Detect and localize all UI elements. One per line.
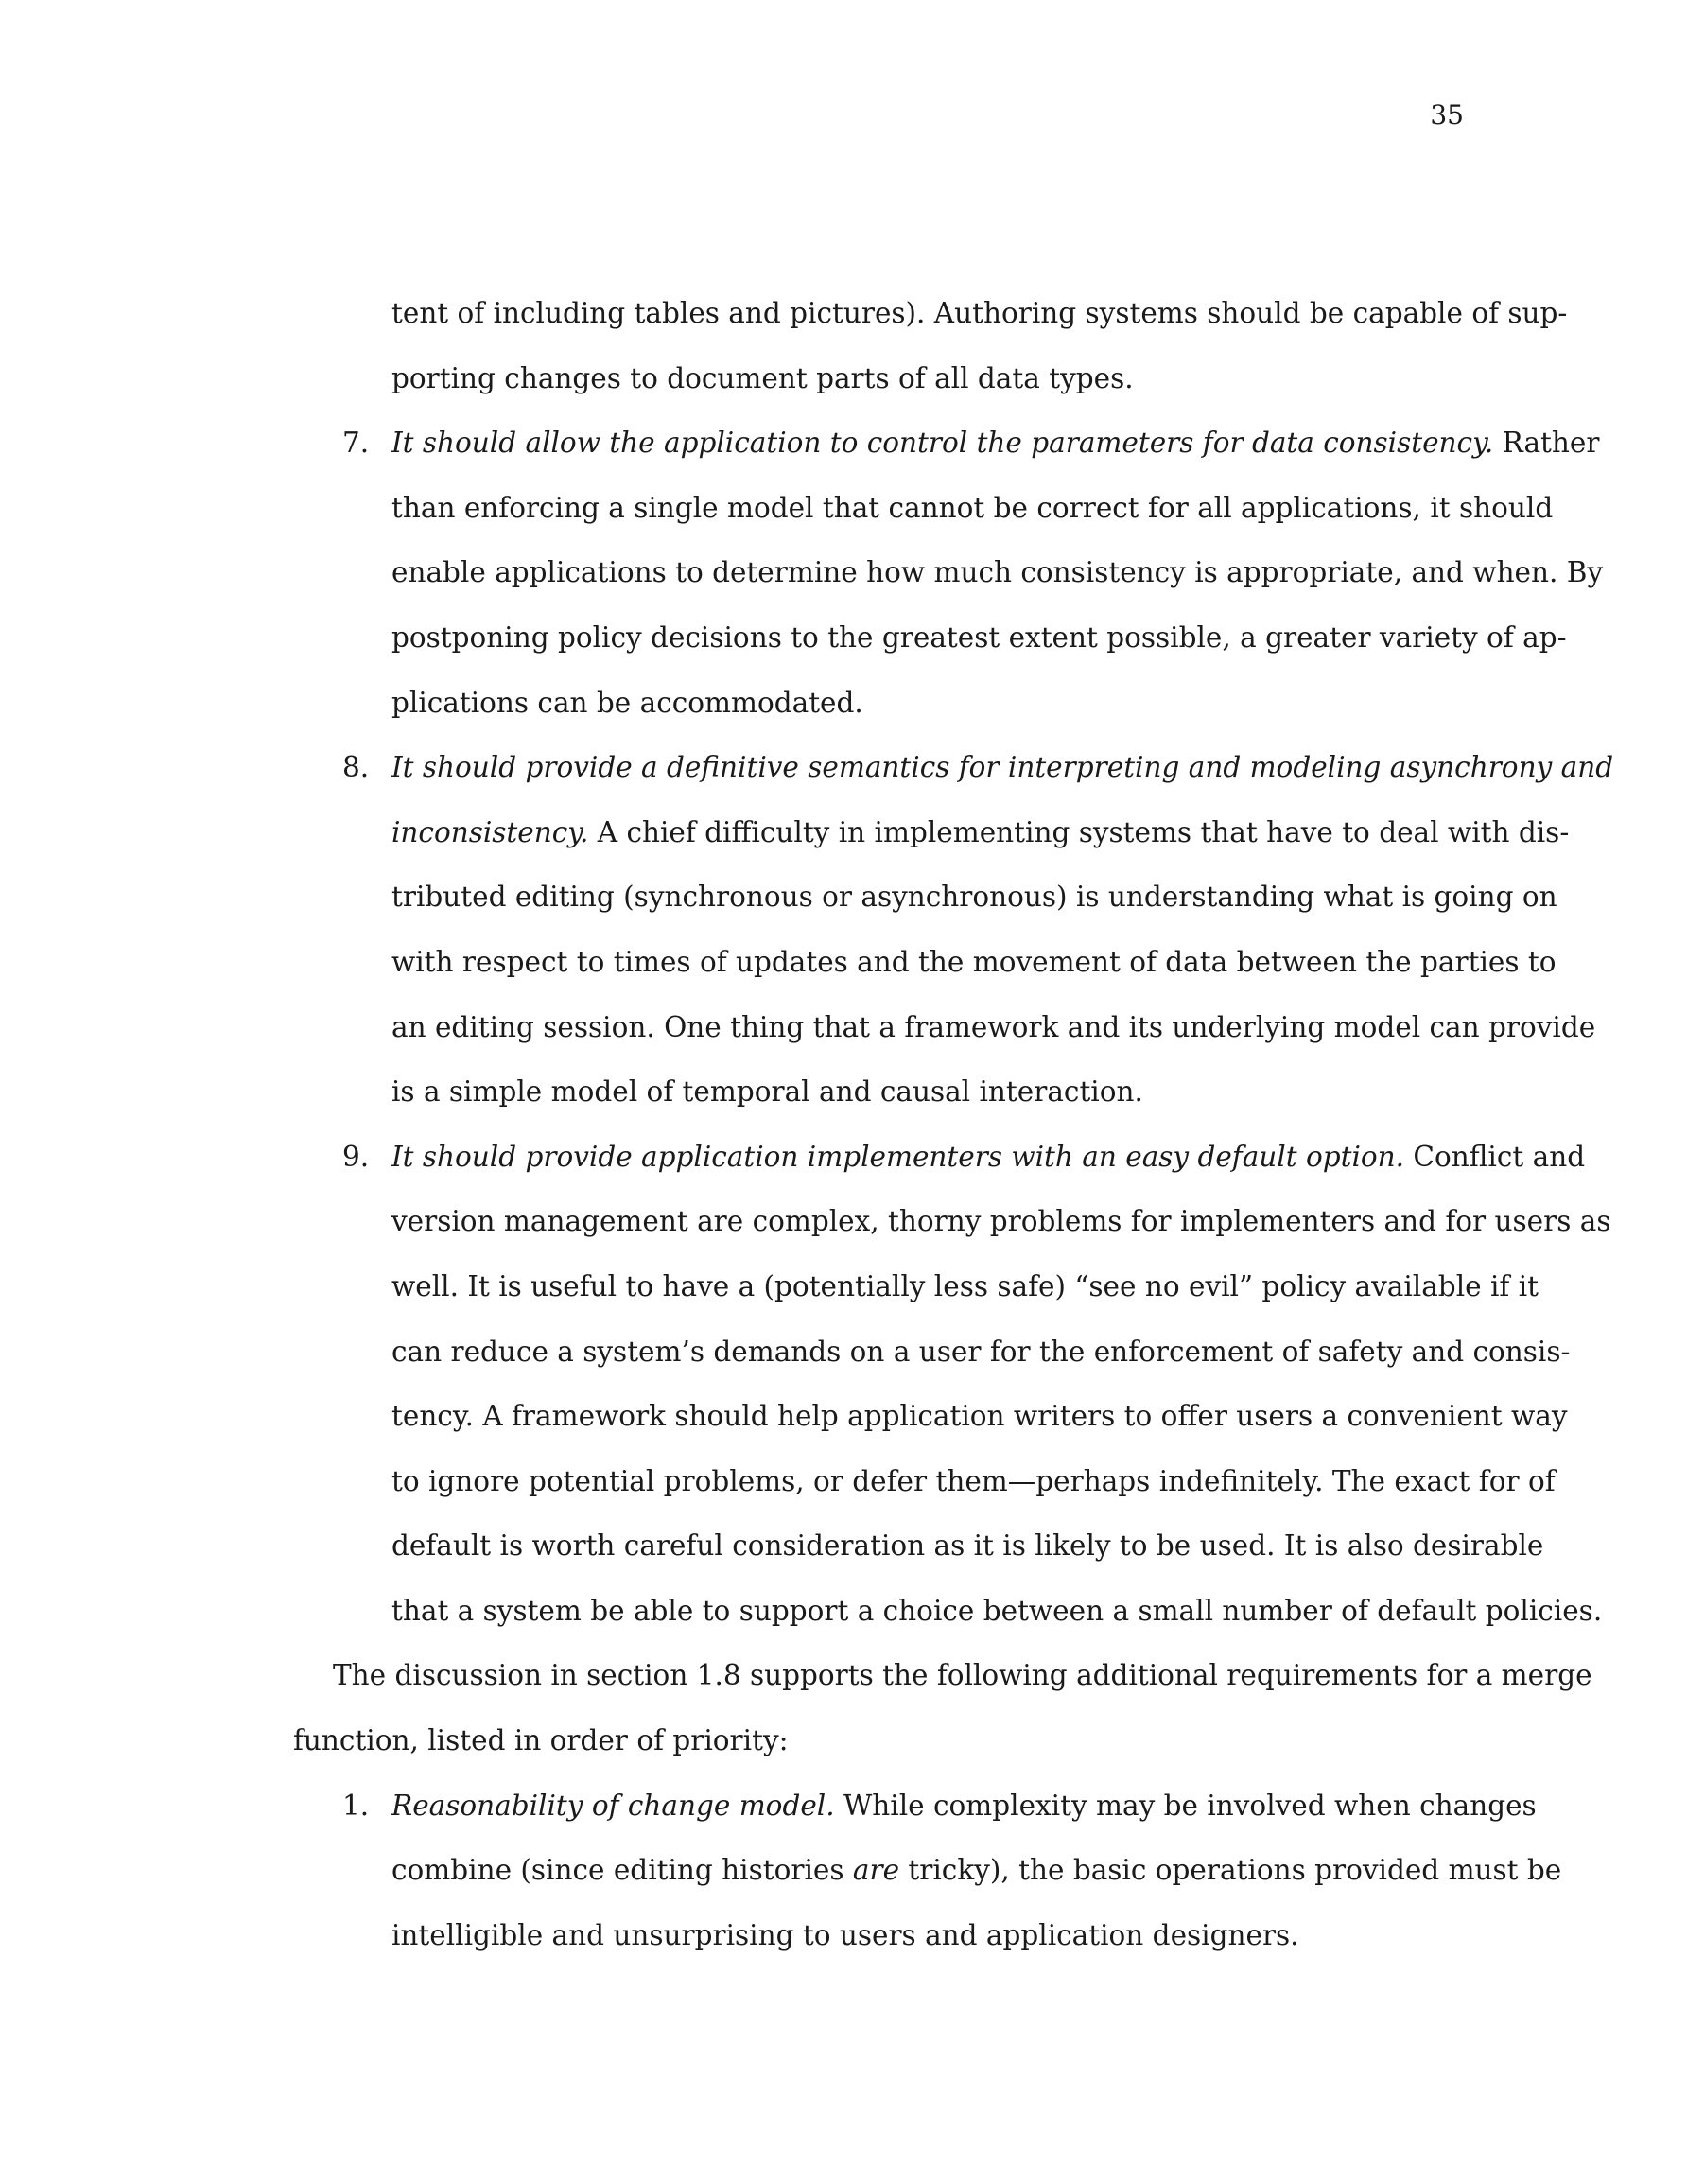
requirement-item-1 bbox=[293, 1773, 1537, 1839]
paragraph-line-2: function, listed in order of priority: bbox=[293, 1724, 789, 1757]
item9-line-8: that a system be able to support a choice between a small number of default policies. bbox=[391, 1594, 1603, 1627]
item9-line-2: version management are complex, thorny problems for implementers and for users as bbox=[391, 1205, 1611, 1238]
list-item-9 bbox=[293, 1125, 1586, 1190]
item9-line-5: tency. A framework should help application writers to offer users a convenient way bbox=[391, 1400, 1568, 1433]
item7-line-3: enable applications to determine how much consistency is appropriate, and when. By bbox=[391, 556, 1604, 589]
req1-line-3: intelligible and unsurprising to users and application designers. bbox=[391, 1918, 1299, 1951]
list-item-text: A chief difficulty in implementing systems that have to deal with dis- bbox=[588, 815, 1570, 848]
item9-line-7: default is worth careful consideration as it is likely to be used. It is also desirable bbox=[391, 1529, 1544, 1563]
list-item-text: While complexity may be involved when changes bbox=[834, 1789, 1537, 1822]
list-item-number: 8. bbox=[342, 751, 370, 784]
list-item-7 bbox=[293, 411, 1600, 476]
item7-line-4: postponing policy decisions to the greatest extent possible, a greater variety of ap- bbox=[391, 620, 1567, 654]
item8-line-5: an editing session. One thing that a framework and its underlying model can provide bbox=[391, 1010, 1596, 1043]
list-item-text: Rather bbox=[1493, 427, 1600, 460]
list-item-number: 7. bbox=[342, 427, 370, 460]
body-text bbox=[293, 281, 1614, 1967]
continuation-line-2: porting changes to document parts of all data types. bbox=[391, 361, 1134, 394]
req1-line-2 bbox=[293, 1838, 1562, 1903]
list-item-title: It should provide application implementers with an easy default option. bbox=[391, 1140, 1405, 1173]
emphasis: are bbox=[852, 1854, 900, 1887]
item8-line-3: tributed editing (synchronous or asynchronous) is understanding what is going on bbox=[391, 881, 1557, 914]
list-item-title: It should allow the application to control the parameters for data consistency. bbox=[391, 427, 1494, 460]
item9-line-6: to ignore potential problems, or defer them—perhaps indefinitely. The exact for of bbox=[391, 1464, 1556, 1497]
list-item-title: It should provide a definitive semantics for interpreting and modeling asynchrony and bbox=[391, 751, 1614, 784]
item8-line-2 bbox=[293, 800, 1570, 865]
item9-line-4: can reduce a system’s demands on a user for the enforcement of safety and consis- bbox=[391, 1335, 1571, 1368]
list-item-number: 1. bbox=[342, 1789, 370, 1822]
list-item-title: Reasonability of change model. bbox=[391, 1789, 835, 1822]
item8-line-6: is a simple model of temporal and causal interaction. bbox=[391, 1075, 1143, 1109]
list-item-text: Conflict and bbox=[1404, 1140, 1586, 1173]
req1-line-2-post: tricky), the basic operations provided must be bbox=[899, 1854, 1562, 1887]
item9-line-3: well. It is useful to have a (potentially less safe) “see no evil” policy available if it bbox=[391, 1269, 1539, 1302]
continuation-line-1: tent of including tables and pictures). Authoring systems should be capable of sup- bbox=[391, 297, 1568, 329]
item7-line-2: than enforcing a single model that cannot be correct for all applications, it should bbox=[391, 491, 1554, 524]
list-item-8 bbox=[293, 735, 1614, 800]
paragraph-line-1: The discussion in section 1.8 supports the following additional requirements for a merge bbox=[333, 1659, 1592, 1692]
list-item-title-cont: inconsistency. bbox=[391, 815, 589, 848]
page-number: 35 bbox=[1430, 99, 1464, 131]
item7-line-5: plications can be accommodated. bbox=[391, 686, 863, 719]
list-item-number: 9. bbox=[342, 1140, 370, 1173]
item8-line-4: with respect to times of updates and the movement of data between the parties to bbox=[391, 945, 1557, 978]
req1-line-2-pre: combine (since editing histories bbox=[391, 1854, 853, 1887]
